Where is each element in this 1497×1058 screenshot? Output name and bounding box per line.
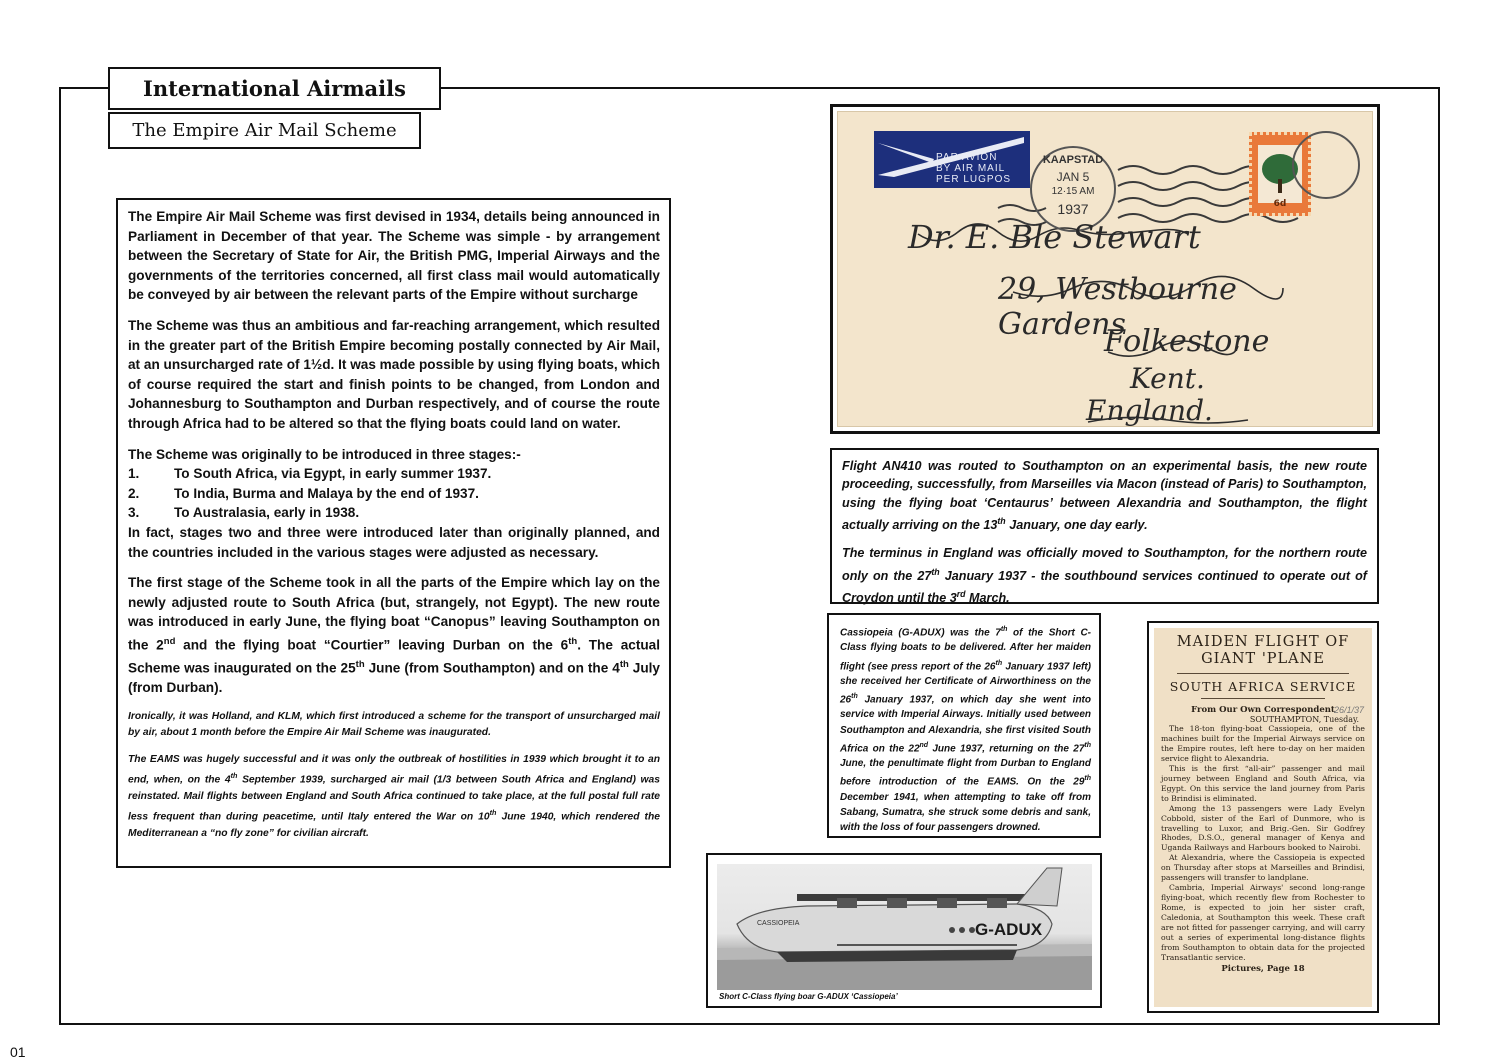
par-avion-label: PAR AVION BY AIR MAIL PER LUGPOS	[874, 131, 1030, 188]
first-stage-paragraph: The first stage of the Scheme took in all the parts of the Empire which lay on the newly adjusted route to South Africa (but, strangely, not Egypt). The new route was introduced in early June, the flying boat “Canopus” leaving Southampton on the 2nd and the flying boat “Courtier” leaving Durban on the 6th. The actual Scheme was inaugurated on the 25th June (from Southampton) and on the 4th July (from Durban).	[128, 575, 660, 696]
stages-list	[128, 464, 660, 523]
newspaper-clipping	[1154, 628, 1372, 1007]
postage-stamp: 6d	[1249, 132, 1311, 216]
stage-item: 3. To Australasia, early in 1938.	[128, 505, 360, 521]
stamp-postmark	[1292, 131, 1360, 199]
terminus-paragraph: The terminus in England was officially moved to Southampton, for the northern route only on the 27th January 1937 - the southbound services continued to operate out of Croydon until the 3rd March.	[842, 546, 1367, 606]
address-line-street: 29, Westbourne Gardens	[998, 272, 1237, 342]
airmail-envelope-image	[837, 111, 1373, 427]
clipping-body: The 18-ton flying-boat Cassiopeia, one of the machines built for the Imperial Airways service on the Empire routes, left here to-day on her maiden service flight to Alexandria. This is the first “all-air” passenger and mail journey between England and South Africa, via Egypt. On this service the land journey from Paris to Brindisi is eliminated. Among the 13 passengers were Lady Evelyn Cobbold, sister of the Earl of Dunmore, who is travelling to Luxor, and Brig.-Gen. Sir Godfrey Rhodes, D.S.O., general manager of Kenya and Uganda Railways and Harbours booked to Nairobi. At Alexandria, where the Cassiopeia is expected on Thursday after stops at Marseilles and Brindisi, passengers will transfer to landplane. Cambria, Imperial Airways' second long-range flying-boat, which recently flew from Rochester to Rome, is expected to join her sister craft, Caledonia, at Southampton this week. These craft are not fitted for passenger carrying, and will carry out a series of experimental long-distance flights from Southampton to obtain data for the projected Transatlantic service.	[1161, 724, 1365, 962]
flying-boat-photo-frame	[706, 853, 1102, 1008]
cassiopeia-caption-text: Cassiopeia (G-ADUX) was the 7th of the Short C-Class flying boats to be delivered. After her maiden flight (see press report of the 26th January 1937 left) she received her Certificate of Airworthiness on the 26th January 1937, on which day she went into service with Imperial Airways. Initially used between Southampton and Alexandria, she first visited South Africa on the 22nd June 1937, returning on the 27th June, the penultimate flight from Durban to England before introduction of the EAMS. On the 29th December 1941, when attempting to take off from Sabang, Sumatra, she struck some debris and sank, with the loss of four passengers drowned.	[840, 626, 1091, 833]
address-line-country: England.	[1086, 394, 1213, 427]
cassiopeia-caption-box	[827, 613, 1101, 838]
eams-end-note: The EAMS was hugely successful and it was only the outbreak of hostilities in 1939 which brought it to an end, when, on the 4th September 1939, surcharged air mail (1/3 between South Africa and England) was reinstated. Mail flights between England and South Africa continued to take place, at the full postal full rate less frequent than during peacetime, until Italy entered the War on 10th June 1940, which rendered the Mediterranean a “no fly zone” for civilian aircraft.	[128, 753, 660, 839]
registration-mark: G-ADUX	[975, 920, 1043, 939]
clipping-footer: Pictures, Page 18	[1221, 963, 1305, 974]
clipping-byline: From Our Own Correspondent	[1191, 705, 1335, 715]
flying-boat-photo	[717, 864, 1092, 990]
scheme-paragraph: The Scheme was thus an ambitious and far-reaching arrangement, which resulted in the greater part of the British Empire becoming postally connected by Air Mail, at an unsurcharged rate of 1½d. It was made possible by using flying boats, which of course required the start and finish points to be changed, from London and Johannesburg to Southampton and Durban respectively, and of course the route through Africa had to be altered so that the flying boats could land on water.	[128, 317, 660, 431]
page-number: 01	[10, 1044, 26, 1058]
page-title: International Airmails	[108, 67, 441, 110]
newspaper-clipping-frame	[1147, 621, 1379, 1013]
main-text-box	[116, 198, 671, 868]
stages-after-paragraph: In fact, stages two and three were introduced later than originally planned, and the countries included in the various stages were adjusted as necessary.	[128, 524, 660, 560]
address-line-name: Dr. E. Ble Stewart	[908, 218, 1201, 256]
hull-name: CASSIOPEIA	[757, 920, 800, 927]
klm-note: Ironically, it was Holland, and KLM, which first introduced a scheme for the transport of unsurcharged mail by air, about 1 month before the Empire Air Mail Scheme was inaugurated.	[128, 710, 660, 739]
clipping-headline: MAIDEN FLIGHT OF GIANT 'PLANE	[1176, 634, 1350, 667]
photo-caption: Short C-Class flying boar G-ADUX ‘Cassiopeia’	[719, 992, 898, 1001]
clipping-dateline: SOUTHAMPTON, Tuesday.	[1249, 715, 1359, 724]
pencil-date-note: 26/1/37	[1333, 705, 1364, 715]
intro-paragraph: The Empire Air Mail Scheme was first devised in 1934, details being announced in Parliament in December of that year. The Scheme was simple - by arrangement between the Secretary of State for Air, the British PMG, Imperial Airways and the governments of the territories concerned, all first class mail would automatically be conveyed by air between the relevant parts of the Empire without surcharge	[128, 209, 660, 303]
envelope-image-frame	[830, 104, 1380, 434]
stage-item: 1. To South Africa, via Egypt, in early summer 1937.	[128, 466, 492, 482]
address-line-town: Folkestone	[1104, 324, 1270, 359]
flight-caption-box	[830, 448, 1379, 604]
clipping-subhead: SOUTH AFRICA SERVICE	[1169, 679, 1357, 694]
page-subtitle: The Empire Air Mail Scheme	[108, 112, 421, 149]
stage-item: 2. To India, Burma and Malaya by the end of 1937.	[128, 485, 479, 501]
kaapstad-postmark: KAAPSTAD JAN 5 12·15 AM 1937	[1030, 146, 1116, 232]
address-line-county: Kent.	[1130, 362, 1205, 395]
stages-intro: The Scheme was originally to be introduced in three stages:-	[128, 446, 521, 462]
flight-an410-paragraph: Flight AN410 was routed to Southampton on an experimental basis, the new route proceeding, successfully, from Marseilles via Macon (instead of Paris) to Southampton, using the flying boat ‘Centaurus’ between Alexandria and Southampton, the flight actually arriving on the 13th January, one day early.	[842, 459, 1367, 533]
